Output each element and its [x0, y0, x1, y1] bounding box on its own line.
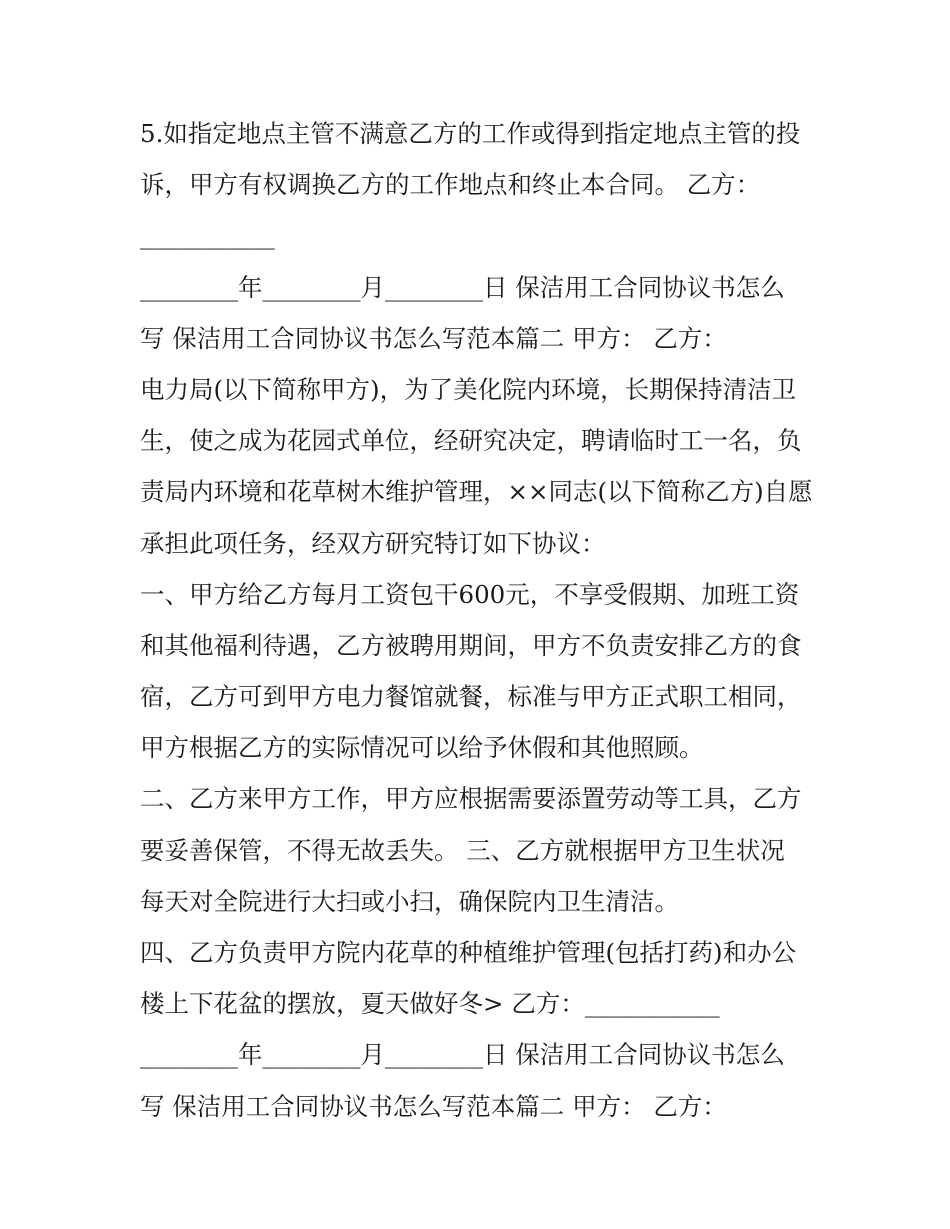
document-body — [140, 108, 820, 1132]
text-line: 5.如指定地点主管不满意乙方的工作或得到指定地点主管的投 — [140, 119, 801, 148]
text-line: 电力局(以下简称甲方)，为了美化院内环境，长期保持清洁卫 — [140, 374, 797, 404]
clause-2-line: 二、乙方来甲方工作，甲方应根据需要添置劳动等工具，乙方 — [140, 784, 802, 814]
clause-1-line: 一、甲方给乙方每月工资包干600元，不享受假期、加班工资 — [140, 579, 800, 609]
text-line: 诉，甲方有权调换乙方的工作地点和终止本合同。 乙方： — [140, 170, 761, 200]
text-line: 和其他福利待遇，乙方被聘用期间，甲方不负责安排乙方的食 — [140, 630, 802, 660]
signature-blank: ___________ — [140, 221, 275, 251]
text-line: 生，使之成为花园式单位，经研究决定，聘请临时工一名，负 — [140, 426, 802, 456]
clause-4-line: 四、乙方负责甲方院内花草的种植维护管理(包括打药)和办公 — [140, 938, 797, 967]
date-line: ________年________月________日 保洁用工合同协议书怎么 — [140, 272, 785, 302]
text-line: 每天对全院进行大扫或小扫，确保院内卫生清洁。 — [140, 886, 679, 916]
text-line: 楼上下花盆的摆放，夏天做好冬> 乙方：___________ — [140, 989, 720, 1019]
text-line: 甲方根据乙方的实际情况可以给予休假和其他照顾。 — [140, 733, 704, 763]
text-line: 责局内环境和花草树木维护管理，××同志(以下简称乙方)自愿 — [140, 477, 813, 507]
text-line: 承担此项任务，经双方研究特订如下协议： — [140, 528, 606, 558]
text-line: 宿，乙方可到甲方电力餐馆就餐，标准与甲方正式职工相同， — [140, 682, 802, 712]
text-line: 要妥善保管，不得无故丢失。 三、乙方就根据甲方卫生状况 — [140, 835, 785, 865]
text-line: 写 保洁用工合同协议书怎么写范本篇二 甲方： 乙方： — [140, 323, 727, 353]
text-line: 写 保洁用工合同协议书怎么写范本篇二 甲方： 乙方： — [140, 1091, 727, 1121]
date-line: ________年________月________日 保洁用工合同协议书怎么 — [140, 1040, 785, 1070]
